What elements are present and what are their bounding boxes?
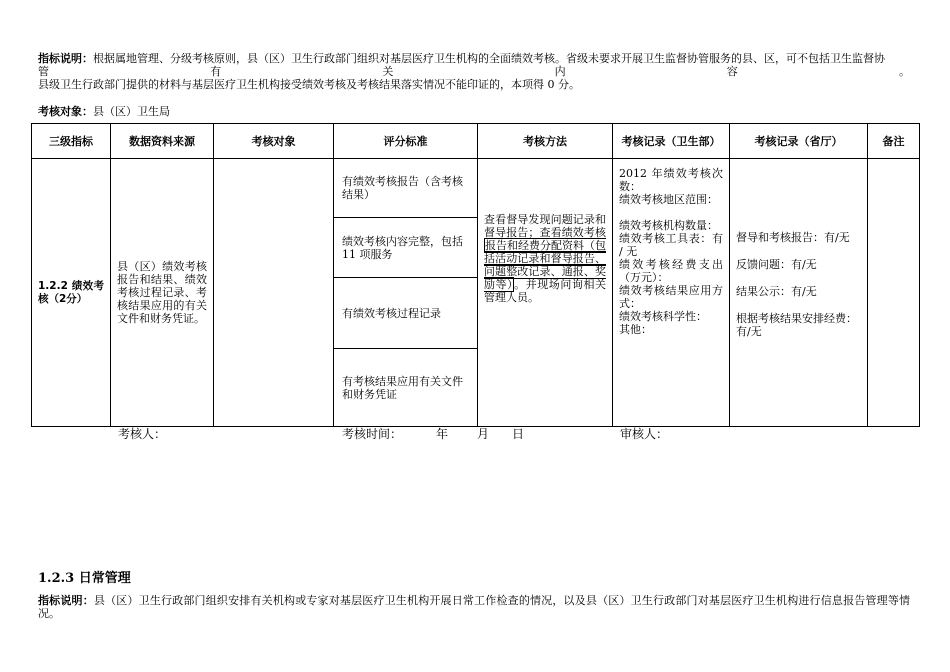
header-indicator: 三级指标 bbox=[32, 124, 111, 159]
day-label: 日 bbox=[512, 427, 525, 441]
ministry-record-item: 其他： bbox=[619, 323, 652, 336]
year-label: 年 bbox=[436, 427, 449, 441]
ministry-record-item: 绩效考核经费支出（万元）： bbox=[619, 258, 723, 284]
assessment-object bbox=[38, 105, 170, 118]
ministry-record-item: 绩效考核结果应用方式： bbox=[619, 284, 723, 310]
assessor-label: 考核人： bbox=[118, 427, 167, 441]
method-boxed-text: 报告和经费分配资料（包括活动记录和督导报告、问题整改记录、通报、奖励等） bbox=[484, 239, 606, 291]
data-source-cell: 县（区）绩效考核报告和结果、绩效考核过程记录、考核结果应用的有关文件和财务凭证。 bbox=[111, 159, 214, 427]
section-note-label: 指标说明： bbox=[38, 594, 94, 607]
table-header-row bbox=[32, 124, 920, 159]
indicator-note-line-2: 管 有 关 内 容 。 bbox=[38, 65, 910, 78]
indicator-note-line-1: 指标说明：根据属地管理、分级考核原则，县（区）卫生行政部门组织对基层医疗卫生机构的全面绩效考核。省级未要求开展卫生监督协管服务的县、区，可不包括卫生监督协 bbox=[38, 52, 885, 65]
scoring-item: 有绩效考核过程记录 bbox=[334, 278, 477, 349]
assessment-time-label: 考核时间： bbox=[342, 427, 403, 441]
header-scoring: 评分标准 bbox=[334, 124, 478, 159]
method-cell: 查看督导发现问题记录和督导报告；查看绩效考核报告和经费分配资料（包括活动记录和督导报告、问题整改记录、通报、奖励等）。并现场问询相关管理人员。 bbox=[478, 159, 613, 427]
ministry-record-cell bbox=[613, 159, 730, 427]
table-row bbox=[32, 159, 920, 427]
header-target: 考核对象 bbox=[214, 124, 334, 159]
province-record-item: 督导和考核报告：有/无 bbox=[736, 231, 850, 244]
reviewer-label: 审核人： bbox=[620, 427, 669, 441]
ministry-record-item: 绩效考核地区范围： bbox=[619, 193, 718, 206]
header-method: 考核方法 bbox=[478, 124, 613, 159]
province-record-item: 结果公示：有/无 bbox=[736, 285, 817, 298]
signature-line bbox=[0, 428, 950, 444]
scoring-item: 有绩效考核报告（含考核结果） bbox=[334, 159, 477, 218]
section-note-text: 县（区）卫生行政部门组织安排有关机构或专家对基层医疗卫生机构开展日常工作检查的情况，以及县（区）卫生行政部门对基层医疗卫生机构进行信息报告管理等情况。 bbox=[38, 594, 911, 620]
scoring-item: 绩效考核内容完整，包括 11 项服务 bbox=[334, 218, 477, 278]
ministry-record-item: 绩效考核科学性： bbox=[619, 310, 707, 323]
header-ministry-record: 考核记录（卫生部） bbox=[613, 124, 730, 159]
province-record-cell bbox=[730, 159, 868, 427]
month-label: 月 bbox=[477, 427, 490, 441]
target-cell bbox=[214, 159, 334, 427]
header-remarks: 备注 bbox=[868, 124, 920, 159]
header-province-record: 考核记录（省厅） bbox=[730, 124, 868, 159]
section-indicator-note bbox=[38, 594, 910, 620]
indicator-cell: 1.2.2 绩效考核（2分） bbox=[32, 159, 111, 427]
scoring-item: 有考核结果应用有关文件和财务凭证 bbox=[342, 374, 463, 401]
indicator-note-line-3: 县级卫生行政部门提供的材料与基层医疗卫生机构接受绩效考核及考核结果落实情况不能印证的，本项得 0 分。 bbox=[38, 78, 580, 91]
indicator-note-label: 指标说明： bbox=[38, 52, 93, 65]
assessment-object-value: 县（区）卫生局 bbox=[93, 105, 170, 118]
header-data-source: 数据资料来源 bbox=[111, 124, 214, 159]
remarks-cell bbox=[868, 159, 920, 427]
scoring-cell bbox=[334, 159, 478, 427]
ministry-record-item: 绩效考核工具表：有 / 无 bbox=[619, 232, 723, 258]
section-title: 1.2.3 日常管理 bbox=[38, 571, 131, 586]
ministry-record-item: 绩效考核机构数量： bbox=[619, 219, 718, 232]
indicator-note bbox=[38, 52, 910, 91]
assessment-object-label: 考核对象： bbox=[38, 105, 93, 118]
ministry-record-item: 2012 年绩效考核次数： bbox=[619, 167, 723, 193]
province-record-item: 根据考核结果安排经费：有/无 bbox=[736, 312, 857, 338]
province-record-item: 反馈问题：有/无 bbox=[736, 258, 817, 271]
assessment-table bbox=[31, 123, 920, 427]
